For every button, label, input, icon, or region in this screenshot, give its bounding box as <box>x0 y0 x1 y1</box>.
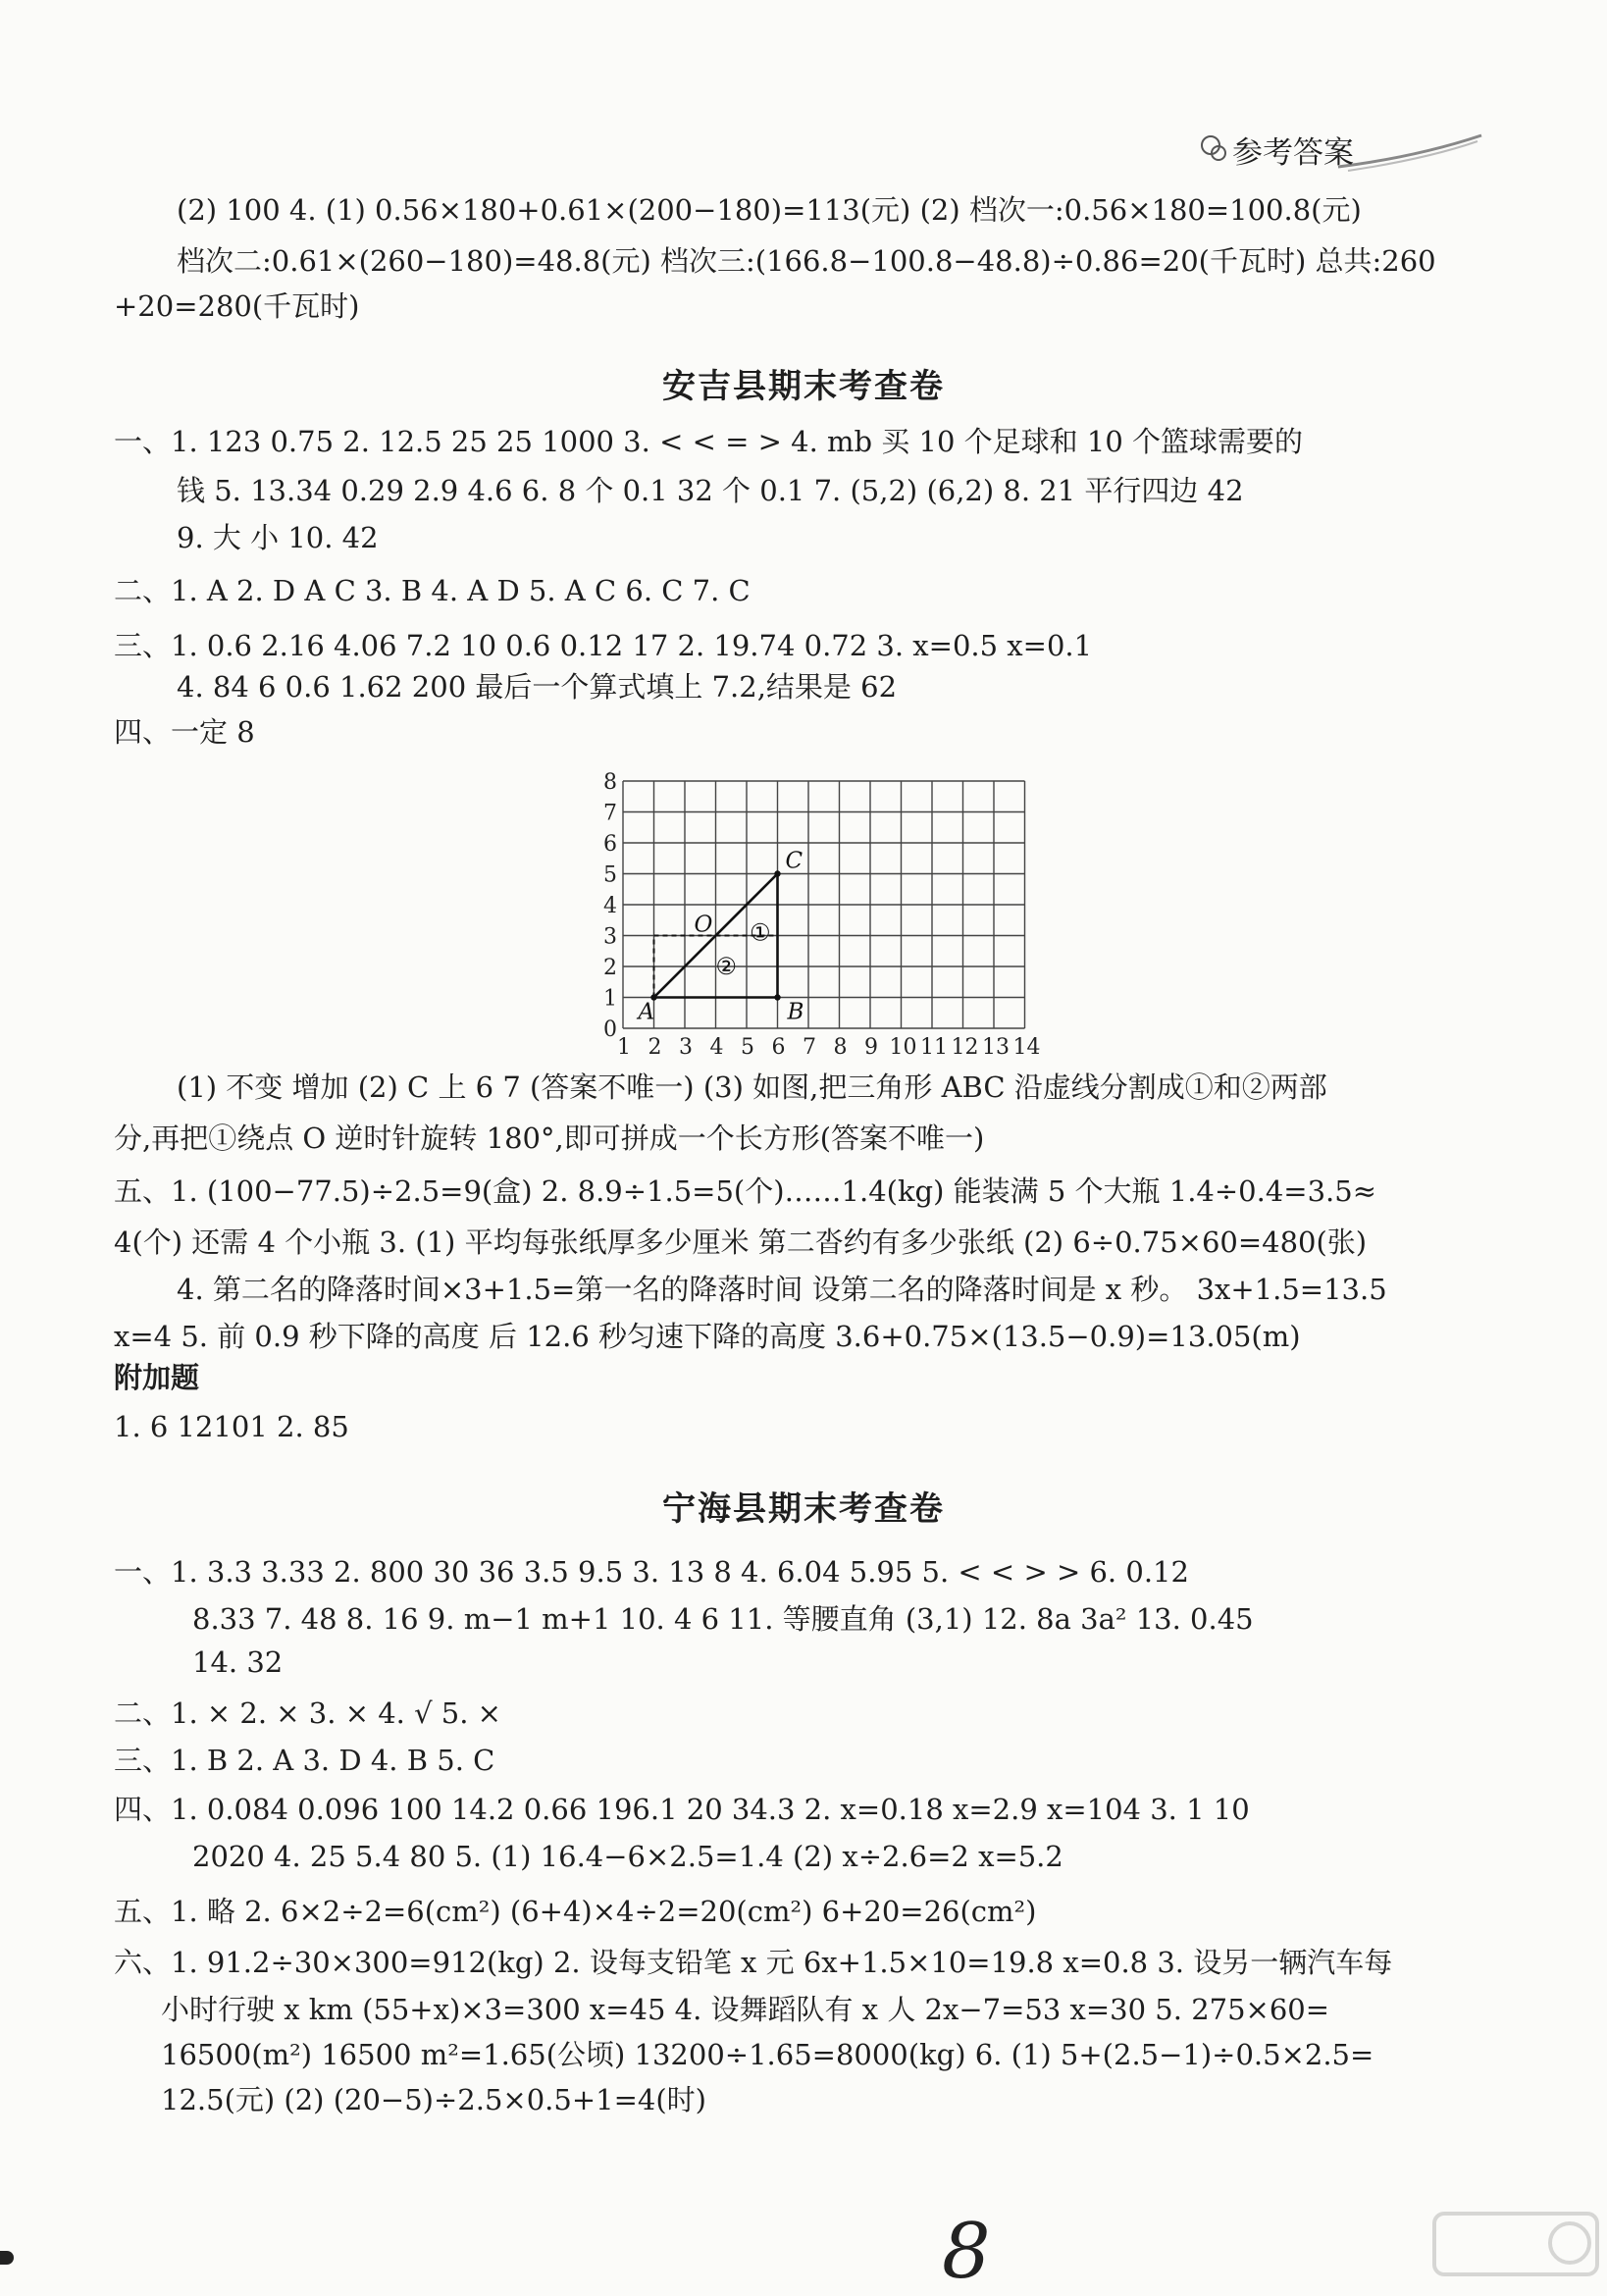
x-tick-label: 4 <box>709 1035 724 1060</box>
region-label-2: ② <box>715 953 738 980</box>
bonus-heading: 附加题 <box>114 1361 200 1394</box>
s1-line-9: 分,再把①绕点 O 逆时针旋转 180°,即可拼成一个长方形(答案不唯一) <box>114 1122 985 1155</box>
x-tick-label: 6 <box>771 1035 786 1060</box>
y-tick-label: 2 <box>603 956 617 980</box>
s1-line-5: 三、1. 0.6 2.16 4.06 7.2 10 0.6 0.12 17 2. 19.74 0.72 3. x=0.5 x=0.1 <box>114 629 1093 662</box>
top-line-2: 档次二:0.61×(260−180)=48.8(元) 档次三:(166.8−100.8−48.8)÷0.86=20(千瓦时) 总共:260 <box>177 244 1436 278</box>
watermark-logo-icon <box>1432 2210 1599 2278</box>
point-label-b: B <box>787 999 804 1025</box>
top-line-3: +20=280(千瓦时) <box>114 289 360 323</box>
point-label-o: O <box>694 912 713 938</box>
s2-line-6: 四、1. 0.084 0.096 100 14.2 0.66 196.1 20 34.3 2. x=0.18 x=2.9 x=104 3. 1 10 <box>114 1793 1250 1826</box>
s1-line-8: (1) 不变 增加 (2) C 上 6 7 (答案不唯一) (3) 如图,把三角形 ABC 沿虚线分割成①和②两部 <box>177 1070 1327 1104</box>
s2-line-5: 三、1. B 2. A 3. D 4. B 5. C <box>114 1744 495 1777</box>
x-tick-label: 14 <box>1012 1035 1041 1060</box>
x-tick-label: 7 <box>803 1035 816 1060</box>
s2-line-2: 8.33 7. 48 8. 16 9. m−1 m+1 10. 4 6 11. 等腰直角 (3,1) 12. 8a 3a² 13. 0.45 <box>192 1602 1254 1636</box>
s1-line-11: 4(个) 还需 4 个小瓶 3. (1) 平均每张纸厚多少厘米 第二沓约有多少张纸 (2) 6÷0.75×60=480(张) <box>114 1226 1368 1259</box>
s1-line-12: 4. 第二名的降落时间×3+1.5=第一名的降落时间 设第二名的降落时间是 x 秒。 3x+1.5=13.5 <box>177 1273 1387 1306</box>
s2-line-1: 一、1. 3.3 3.33 2. 800 30 36 3.5 9.5 3. 13 8 4. 6.04 5.95 5. < < > > 6. 0.12 <box>114 1555 1189 1589</box>
x-tick-label: 5 <box>741 1035 754 1060</box>
x-tick-label: 3 <box>679 1035 693 1060</box>
x-tick-label: 1 <box>617 1035 631 1060</box>
x-tick-label: 2 <box>648 1035 662 1060</box>
s1-line-7: 四、一定 8 <box>114 715 255 749</box>
s1-line-6: 4. 84 6 0.6 1.62 200 最后一个算式填上 7.2,结果是 62 <box>177 670 898 704</box>
y-tick-label: 7 <box>603 801 617 826</box>
y-tick-label: 4 <box>603 894 617 918</box>
s2-line-10: 小时行驶 x km (55+x)×3=300 x=45 4. 设舞蹈队有 x 人 2x−7=53 x=30 5. 275×60= <box>161 1993 1330 2026</box>
y-tick-label: 0 <box>603 1018 617 1042</box>
s2-line-9: 六、1. 91.2÷30×300=912(kg) 2. 设每支铅笔 x 元 6x+1.5×10=19.8 x=0.8 3. 设另一辆汽车每 <box>114 1946 1393 1979</box>
y-tick-label: 5 <box>603 862 617 888</box>
point-dot-b <box>774 994 780 1000</box>
edge-mark <box>0 2251 14 2265</box>
x-tick-label: 9 <box>864 1035 878 1060</box>
s2-line-8: 五、1. 略 2. 6×2÷2=6(cm²) (6+4)×4÷2=20(cm²) 6+20=26(cm²) <box>114 1895 1037 1928</box>
top-line-1: (2) 100 4. (1) 0.56×180+0.61×(200−180)=113(元) (2) 档次一:0.56×180=100.8(元) <box>177 193 1362 227</box>
y-tick-label: 3 <box>603 924 617 950</box>
s2-line-7: 2020 4. 25 5.4 80 5. (1) 16.4−6×2.5=1.4 (2) x÷2.6=2 x=5.2 <box>192 1840 1063 1873</box>
s2-line-4: 二、1. × 2. × 3. × 4. √ 5. × <box>114 1696 501 1730</box>
answer-key-badge <box>1191 122 1485 177</box>
x-tick-label: 12 <box>951 1035 979 1060</box>
coordinate-grid-figure <box>574 763 1064 1068</box>
page-number: 8 <box>942 2208 991 2296</box>
point-label-a: A <box>638 999 655 1025</box>
y-tick-label: 8 <box>603 770 617 795</box>
s2-line-12: 12.5(元) (2) (20−5)÷2.5×0.5+1=4(时) <box>161 2083 706 2116</box>
s2-line-3: 14. 32 <box>192 1645 284 1679</box>
point-dot-c <box>774 870 780 876</box>
s1-line-13: x=4 5. 前 0.9 秒下降的高度 后 12.6 秒匀速下降的高度 3.6+0.75×(13.5−0.9)=13.05(m) <box>114 1320 1301 1353</box>
x-tick-label: 13 <box>982 1035 1010 1060</box>
region-label-1: ① <box>750 918 771 947</box>
s1-line-2: 钱 5. 13.34 0.29 2.9 4.6 6. 8 个 0.1 32 个 0.1 7. (5,2) (6,2) 8. 21 平行四边 42 <box>177 474 1244 507</box>
section-title-anji: 安吉县期末考查卷 <box>662 367 945 406</box>
s1-line-14: 1. 6 12101 2. 85 <box>114 1410 349 1443</box>
s1-line-1: 一、1. 123 0.75 2. 12.5 25 25 1000 3. < < = > 4. mb 买 10 个足球和 10 个篮球需要的 <box>114 425 1303 458</box>
x-tick-label: 11 <box>920 1035 948 1060</box>
y-tick-label: 6 <box>603 832 617 857</box>
answer-key-title: 参考答案 <box>1232 135 1354 171</box>
x-tick-label: 10 <box>889 1035 917 1060</box>
s1-line-3: 9. 大 小 10. 42 <box>177 521 379 554</box>
s1-line-10: 五、1. (100−77.5)÷2.5=9(盒) 2. 8.9÷1.5=5(个)……1.4(kg) 能装满 5 个大瓶 1.4÷0.4=3.5≈ <box>114 1174 1377 1208</box>
y-tick-label: 1 <box>603 986 617 1012</box>
s2-line-11: 16500(m²) 16500 m²=1.65(公顷) 13200÷1.65=8000(kg) 6. (1) 5+(2.5−1)÷0.5×2.5= <box>161 2038 1374 2071</box>
s1-line-4: 二、1. A 2. D A C 3. B 4. A D 5. A C 6. C 7. C <box>114 574 751 607</box>
point-label-c: C <box>785 848 804 874</box>
x-tick-label: 8 <box>833 1035 848 1060</box>
section-title-ninghai: 宁海县期末考查卷 <box>662 1489 945 1529</box>
